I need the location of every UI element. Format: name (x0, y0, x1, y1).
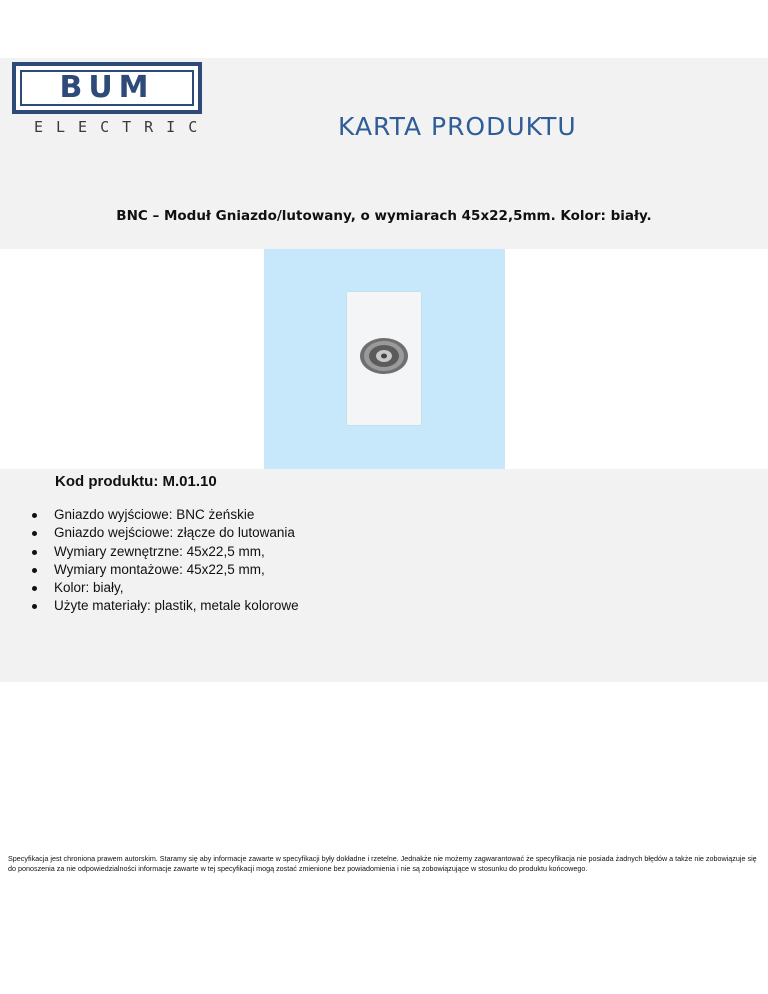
feature-item: Wymiary montażowe: 45x22,5 mm, (30, 561, 299, 579)
page-title: KARTA PRODUKTU (338, 112, 577, 141)
feature-item: Gniazdo wejściowe: złącze do lutowania (30, 524, 299, 542)
product-code: Kod produktu: M.01.10 (55, 473, 217, 490)
feature-list (30, 506, 299, 616)
logo-subtitle: ELECTRIC (34, 118, 211, 136)
product-name: BNC – Moduł Gniazdo/lutowany, o wymiarach 45x22,5mm. Kolor: biały. (116, 208, 652, 224)
feature-item: Wymiary zewnętrzne: 45x22,5 mm, (30, 543, 299, 561)
feature-item: Użyte materiały: plastik, metale kolorowe (30, 597, 299, 615)
feature-item: Gniazdo wyjściowe: BNC żeńskie (30, 506, 299, 524)
brand-logo (12, 62, 211, 142)
logo-name: BUM (59, 70, 155, 105)
product-photo (264, 249, 505, 469)
disclaimer: Specyfikacja jest chroniona prawem autorskim. Staramy się aby informacje zawarte w specyfikacji były dokładne i rzetelne. Jednakże nie możemy zagwarantować że specyfikacja nie posiada żadnych błędów a także nie zobowiązuje się do ponoszenia za nie odpowiedzialności informacje zawarte w tej specyfikacji mogą zostać zmienione bez powiadomienia i nie są zobowiązujące w stosunku do produktu końcowego. (8, 854, 757, 873)
bnc-connector-icon (357, 336, 411, 376)
feature-item: Kolor: biały, (30, 579, 299, 597)
module-plate (347, 292, 421, 425)
